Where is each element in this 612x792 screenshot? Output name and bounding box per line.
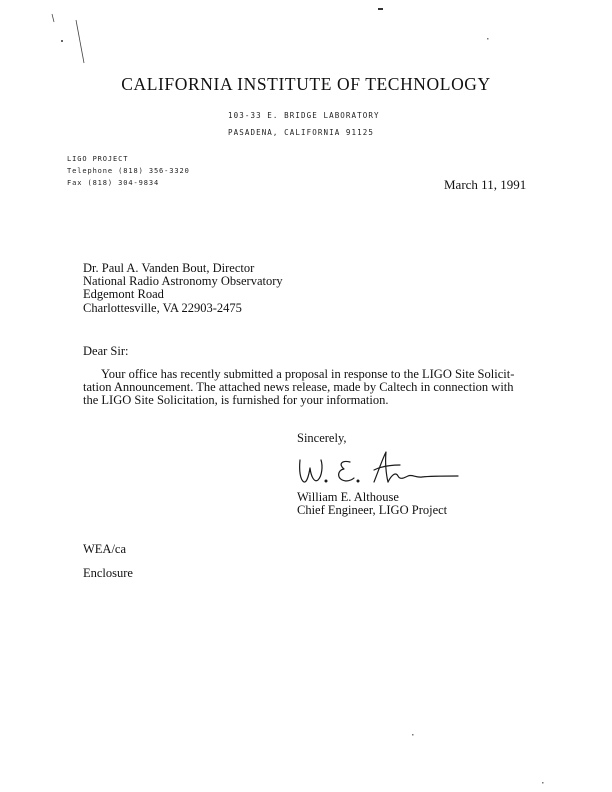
- city-address-line: PASADENA, CALIFORNIA 91125: [228, 128, 374, 137]
- handwritten-signature: [290, 448, 460, 492]
- body-paragraph: [83, 368, 514, 408]
- project-fax: Fax (818) 304-9834: [67, 179, 160, 187]
- institution-name: CALIFORNIA INSTITUTE OF TECHNOLOGY: [121, 74, 491, 94]
- recipient-line: Dr. Paul A. Vanden Bout, Director: [83, 261, 255, 275]
- closing: Sincerely,: [297, 431, 347, 445]
- recipient-line: Charlottesville, VA 22903-2475: [83, 300, 242, 315]
- project-contact-block: [67, 153, 190, 189]
- salutation: Dear Sir:: [83, 344, 129, 358]
- recipient-line: Edgemont Road: [83, 287, 164, 302]
- body-line: the LIGO Site Solicitation, is furnished for your information.: [83, 393, 389, 408]
- reference-initials: WEA/ca: [83, 542, 127, 556]
- recipient-line: National Radio Astronomy Observatory: [83, 274, 283, 289]
- signer-title: Chief Engineer, LIGO Project: [297, 503, 448, 518]
- signer-name: William E. Althouse: [297, 490, 399, 504]
- project-name: LIGO PROJECT: [67, 155, 129, 163]
- lab-address-line: 103-33 E. BRIDGE LABORATORY: [228, 111, 380, 120]
- letter-date: March 11, 1991: [444, 177, 527, 192]
- enclosure-note: Enclosure: [83, 566, 133, 580]
- project-telephone: Telephone (818) 356-3320: [67, 167, 190, 175]
- recipient-address: [83, 262, 283, 315]
- body-line: tation Announcement. The attached news release, made by Caltech in connection with: [83, 380, 514, 395]
- body-line: Your office has recently submitted a proposal in response to the LIGO Site Solicit-: [101, 367, 515, 381]
- signer-block: [297, 491, 447, 517]
